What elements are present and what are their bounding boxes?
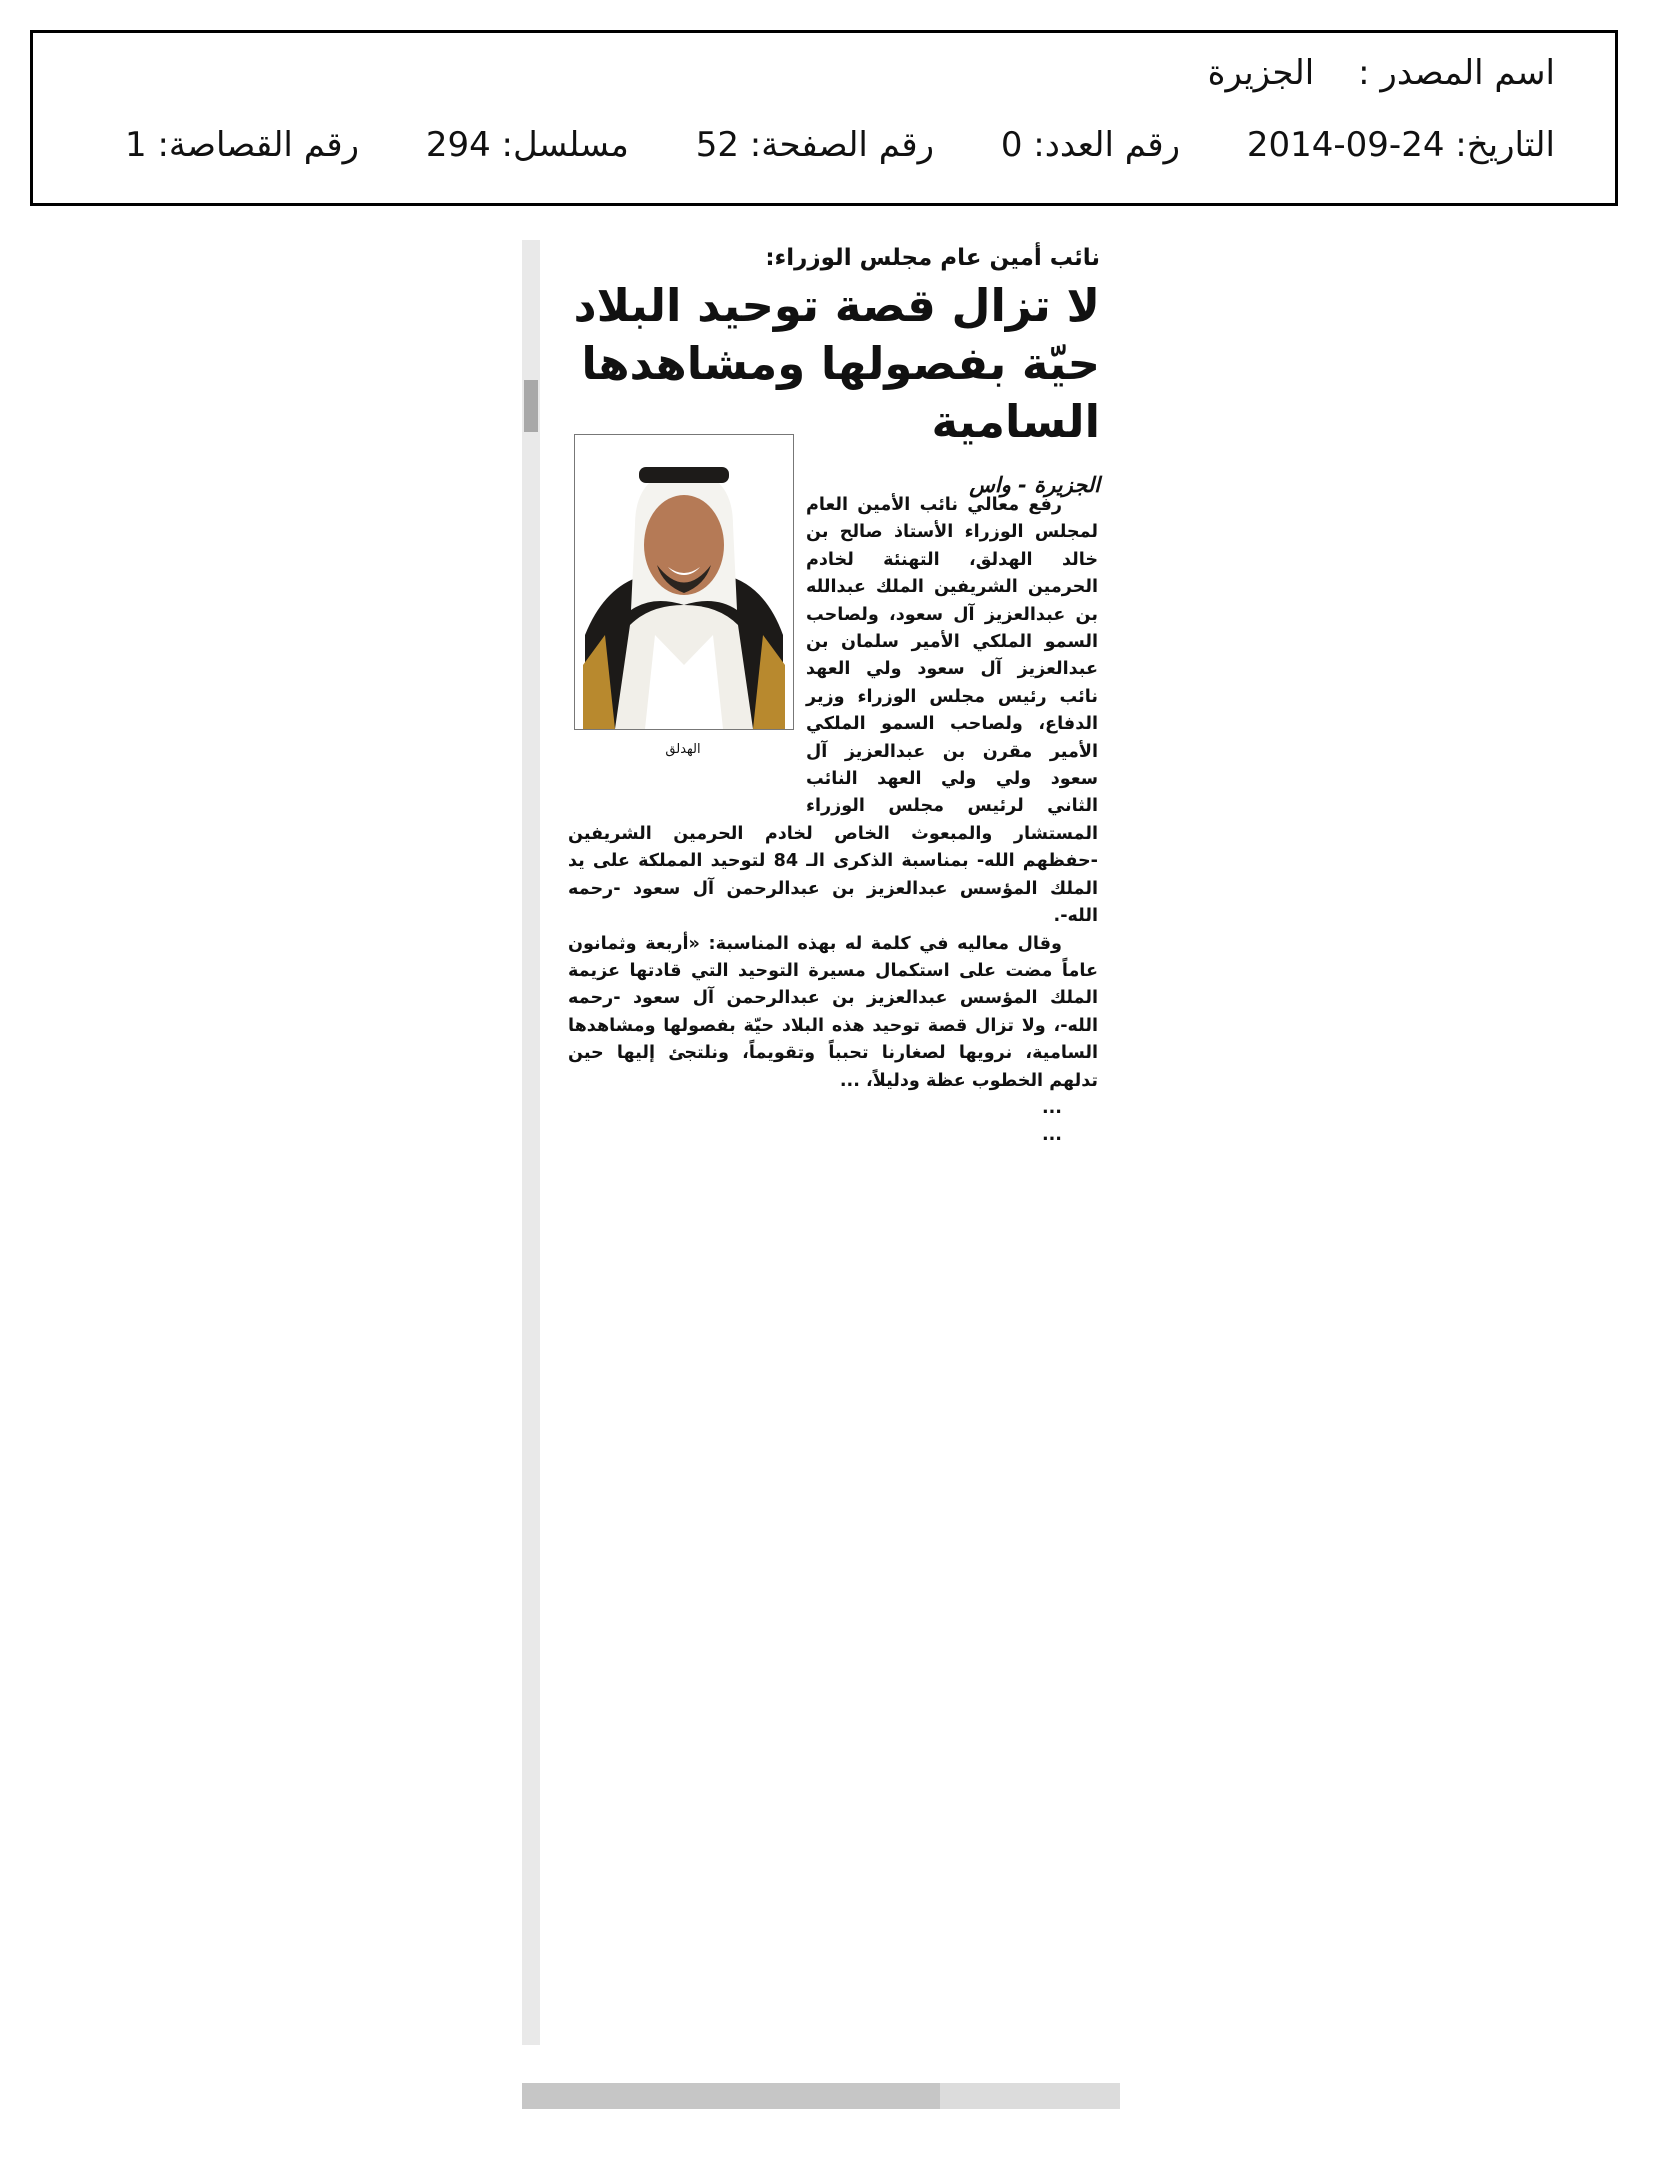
clipping-metadata-box	[30, 30, 1618, 206]
article-kicker: نائب أمين عام مجلس الوزراء:	[765, 245, 1100, 271]
serial-field: مسلسل: 294	[425, 125, 629, 165]
issue-field: رقم العدد: 0	[1000, 125, 1181, 165]
article-paragraph: وقال معاليه في كلمة له بهذه المناسبة: «أربعة وثمانون عاماً مضت على استكمال مسيرة التوحيد التي قادتها عزيمة الملك المؤسس عبدالعزيز بن عبدالرحمن آل سعود -رحمه الله-، ولا تزال قصة توحيد هذه البلاد حيّة بفصولها ومشاهدها السامية، نرويها لصغارنا تحبباً وتقويماً، ونلتجئ إليها حين تدلهم الخطوب عظة ودليلاً، ...	[568, 933, 1098, 1091]
article-paragraph: رفع معالي نائب الأمين العام لمجلس الوزراء الأستاذ صالح بن خالد الهدلق، التهنئة لخادم الحرمين الشريفين الملك عبدالله بن عبدالعزيز آل سعود، ولصاحب السمو الملكي الأمير سلمان بن عبدالعزيز آل سعود ولي العهد نائب رئيس مجلس الوزراء وزير الدفاع، ولصاحب السمو الملكي الأمير مقرن بن عبدالعزيز آل سعود ولي ولي العهد النائب الثاني لرئيس مجلس الوزراء المستشار والمبعوث الخاص لخادم الحرمين الشريفين -حفظهم الله- بمناسبة الذكرى الـ 84 لتوحيد المملكة على يد الملك المؤسس عبدالعزيز بن عبدالرحمن آل سعود -رحمه الله-.	[568, 495, 1098, 927]
article-paragraph: ...	[1041, 1125, 1062, 1146]
clipping-edge-bar	[522, 240, 540, 2045]
date-field: التاريخ: 24-09-2014	[1246, 125, 1555, 165]
source-value: الجزيرة	[1207, 53, 1315, 93]
article-headline: لا تزال قصة توحيد البلاد حيّة بفصولها ومشاهدها السامية	[573, 279, 1100, 448]
photo-spacer	[568, 492, 806, 797]
photo-caption: الهدلق	[665, 742, 701, 757]
meta-row	[125, 125, 1555, 165]
article-body	[568, 492, 1098, 1150]
source-row	[1208, 53, 1555, 93]
page-field: رقم الصفحة: 52	[695, 125, 934, 165]
article-paragraph: ...	[1041, 1097, 1062, 1118]
clipping-bottom-bar-light	[940, 2083, 1120, 2109]
article-byline: الجزيرة - واس	[969, 473, 1100, 497]
source-label: اسم المصدر :	[1358, 53, 1555, 93]
clip-number-field: رقم القصاصة: 1	[125, 125, 359, 165]
clipping-bottom-bar	[522, 2083, 1120, 2109]
clipping-edge-marker	[524, 380, 538, 432]
